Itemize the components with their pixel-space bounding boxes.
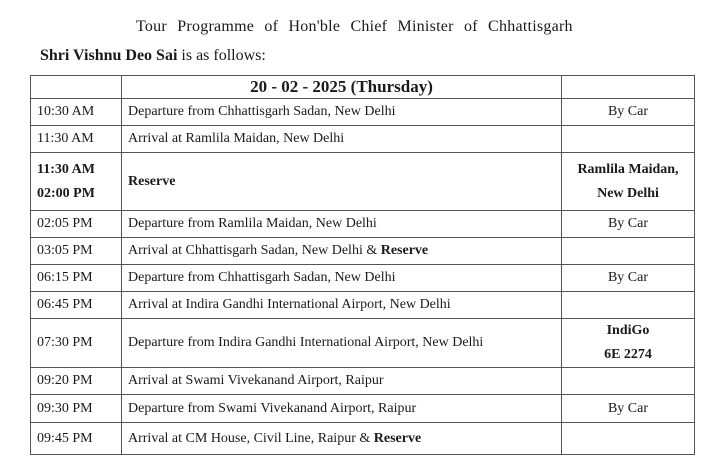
- row-event-text: Arrival at Chhattisgarh Sadan, New Delhi &: [128, 243, 381, 258]
- row-event: Arrival at Swami Vivekanand Airport, Raipur: [122, 368, 562, 395]
- table-row: [31, 265, 695, 292]
- row-event: Arrival at Indira Gandhi International Airport, New Delhi: [122, 292, 562, 319]
- row-time: 11:30 AM: [31, 126, 122, 153]
- row-time: 03:05 PM: [31, 238, 122, 265]
- table-row: [31, 153, 695, 211]
- chief-minister-name: Shri Vishnu Deo Sai: [40, 47, 178, 64]
- row-time: 09:45 PM: [31, 423, 122, 455]
- header-blank-mode: [562, 76, 695, 99]
- date-header-row: [31, 76, 695, 99]
- row-mode: [562, 292, 695, 319]
- row-mode: By Car: [562, 395, 695, 423]
- row-time: 07:30 PM: [31, 319, 122, 368]
- row-mode: [562, 238, 695, 265]
- row-mode-line-1: IndiGo: [606, 323, 650, 338]
- intro-line-2-rest: is as follows:: [177, 47, 266, 64]
- row-event-bold: Reserve: [380, 243, 429, 258]
- row-time: 10:30 AM: [31, 99, 122, 126]
- row-event: [122, 238, 562, 265]
- row-mode: By Car: [562, 211, 695, 238]
- row-time-start: 11:30 AM: [37, 161, 95, 177]
- row-event: Departure from Swami Vivekanand Airport, Raipur: [122, 395, 562, 423]
- table-row: [31, 126, 695, 153]
- intro-line-1: Tour Programme of Hon'ble Chief Minister of Chhattisgarh: [136, 18, 573, 35]
- row-event: [122, 423, 562, 455]
- row-time-end: 02:00 PM: [37, 185, 95, 201]
- row-mode-line-2: 6E 2274: [604, 347, 652, 362]
- row-event-bold: Reserve: [373, 430, 422, 446]
- row-mode: [562, 126, 695, 153]
- row-mode: [562, 368, 695, 395]
- row-time: 06:15 PM: [31, 265, 122, 292]
- row-event: Departure from Chhattisgarh Sadan, New Delhi: [122, 99, 562, 126]
- table-row: [31, 319, 695, 368]
- row-event: Departure from Ramlila Maidan, New Delhi: [122, 211, 562, 238]
- table-row: [31, 292, 695, 319]
- table-row: [31, 238, 695, 265]
- row-mode-line-2: New Delhi: [597, 185, 659, 201]
- row-time: 09:30 PM: [31, 395, 122, 423]
- table-row: [31, 423, 695, 455]
- row-event: Departure from Indira Gandhi International Airport, New Delhi: [122, 319, 562, 368]
- row-mode: [562, 423, 695, 455]
- date-header: 20 - 02 - 2025 (Thursday): [122, 76, 562, 99]
- table-row: [31, 99, 695, 126]
- row-event: Reserve: [122, 153, 562, 211]
- row-time: 06:45 PM: [31, 292, 122, 319]
- schedule-table: [30, 75, 695, 455]
- row-event: Departure from Chhattisgarh Sadan, New Delhi: [122, 265, 562, 292]
- table-row: [31, 211, 695, 238]
- table-row: [31, 368, 695, 395]
- row-mode: [562, 319, 695, 368]
- intro-line-2: [40, 41, 690, 70]
- header-blank-time: [31, 76, 122, 99]
- row-event: Arrival at Ramlila Maidan, New Delhi: [122, 126, 562, 153]
- row-mode: By Car: [562, 265, 695, 292]
- row-event-text: Arrival at CM House, Civil Line, Raipur &: [128, 430, 374, 446]
- row-mode-line-1: Ramlila Maidan,: [577, 161, 679, 177]
- row-time-range: [31, 153, 122, 211]
- row-mode: [562, 153, 695, 211]
- row-time: 02:05 PM: [31, 211, 122, 238]
- table-row: [31, 395, 695, 423]
- row-mode: By Car: [562, 99, 695, 126]
- intro-text: [40, 12, 690, 70]
- row-time: 09:20 PM: [31, 368, 122, 395]
